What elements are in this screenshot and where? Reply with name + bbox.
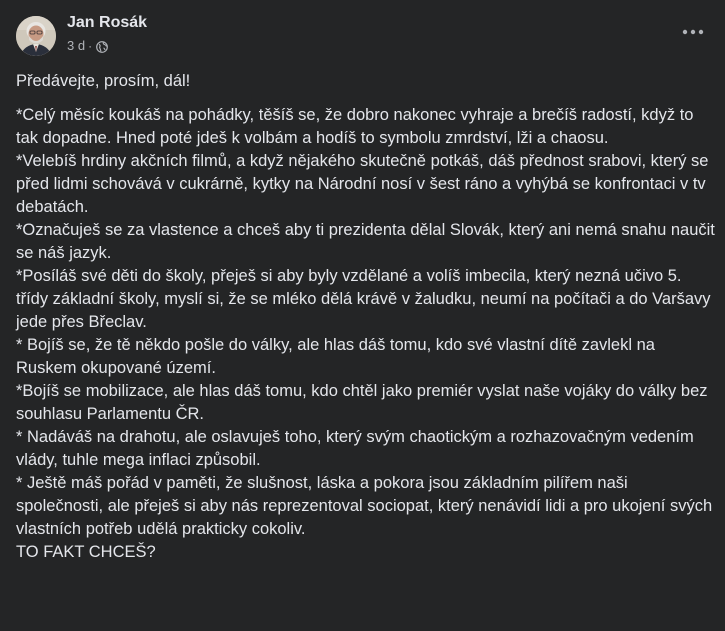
author-name[interactable]: Jan Rosák: [67, 14, 148, 31]
post-line: *Bojíš se mobilizace, ale hlas dáš tomu, kdo chtěl jako premiér vyslat naše vojáky do války bez souhlasu Parlamentu ČR.: [16, 382, 708, 423]
more-horizontal-icon: [682, 29, 704, 35]
post-line: *Označuješ se za vlastence a chceš aby ti prezidenta dělal Slovák, který ani nemá snahu naučit se náš jazyk.: [16, 221, 715, 262]
post-line: *Posíláš své děti do školy, přeješ si aby byly vzdělané a volíš imbecila, který nezná učivo 5. třídy základní školy, myslí si, že se mléko dělá krávě v žaludku, neumí na počítači a do Varšavy jede přes Břeclav.: [16, 267, 711, 331]
post-body: [16, 70, 716, 564]
post-subline: [67, 37, 147, 55]
post-line: *Velebíš hrdiny akčních filmů, a když nějakého skutečně potkáš, dáš přednost srabovi, který se před lidmi schovává v cukrárně, kytky na Národní nosí v šest ráno a vyhýbá se konfrontaci v tv debatách.: [16, 152, 709, 216]
globe-icon[interactable]: [96, 40, 108, 52]
avatar-portrait-icon: [16, 16, 56, 56]
post-timestamp[interactable]: 3 d: [67, 38, 86, 53]
post-line: * Ještě máš pořád v paměti, že slušnost, láska a pokora jsou základním pilířem naši společnosti, ale přeješ si aby nás reprezentoval sociopat, který nenávidí lidi a pro ukojení svých vlastních potřeb udělá prakticky cokoliv.: [16, 474, 713, 538]
more-options-button[interactable]: [675, 18, 711, 46]
post-header: [16, 12, 147, 60]
post-line: *Celý měsíc koukáš na pohádky, těšíš se, že dobro nakonec vyhraje a brečíš radostí, když to tak dopadne. Hned poté jdeš k volbám a hodíš to symbolu zmrdství, lži a chaosu.: [16, 106, 694, 147]
post-line: * Bojíš se, že tě někdo pošle do války, ale hlas dáš tomu, kdo své vlastní dítě zavlekl na Ruskem okupované území.: [16, 336, 655, 377]
author-avatar[interactable]: [16, 16, 56, 56]
post-meta: [67, 14, 148, 55]
post-line: * Nadáváš na drahotu, ale oslavuješ toho, který svým chaotickým a rozhazovačným vedením vlády, tuhle mega inflaci způsobil.: [16, 428, 694, 469]
post-closing-line: TO FAKT CHCEŠ?: [16, 543, 156, 561]
separator-dot: ·: [88, 39, 93, 53]
post-intro: Předávejte, prosím, dál!: [16, 72, 191, 90]
